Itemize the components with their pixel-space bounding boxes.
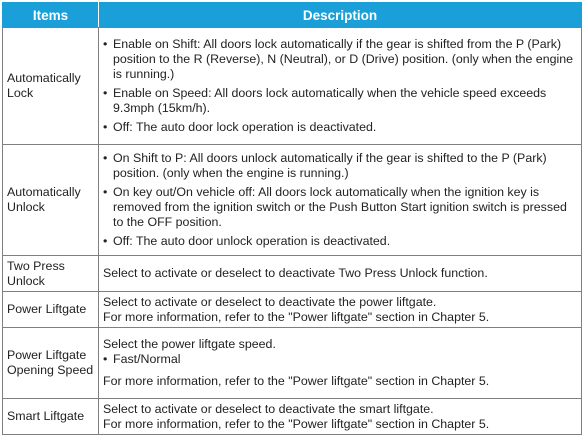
- item-label: Automatically Unlock: [3, 145, 99, 256]
- description-header: Description: [99, 3, 582, 28]
- bullet-marker: •: [103, 37, 108, 51]
- description-line: [103, 352, 577, 367]
- bullet-text: Fast/Normal: [113, 352, 181, 366]
- description-cell: [99, 145, 582, 256]
- item-label: Two Press Unlock: [3, 256, 99, 292]
- description-line: [103, 234, 577, 249]
- table-row: [3, 28, 582, 145]
- bullet-marker: •: [103, 185, 108, 199]
- description-line: [103, 37, 577, 82]
- table-row: [3, 292, 582, 328]
- header-row: [3, 3, 582, 28]
- description-line: [103, 86, 577, 116]
- description-cell: [99, 399, 582, 435]
- description-line: Select to activate or deselect to deactivate Two Press Unlock function.: [103, 266, 488, 280]
- description-line: [103, 185, 577, 230]
- description-cell: [99, 256, 582, 292]
- description-line: For more information, refer to the "Power liftgate" section in Chapter 5.: [103, 374, 490, 388]
- bullet-text: On key out/On vehicle off: All doors lock automatically when the ignition key is removed from the ignition switch or the Push Button Start ignition switch is pressed to the OFF position.: [113, 185, 567, 229]
- description-cell: [99, 292, 582, 328]
- bullet-marker: •: [103, 86, 108, 100]
- bullet-text: On Shift to P: All doors unlock automatically if the gear is shifted to the P (Park) position. (only when the engine is running.): [113, 151, 547, 180]
- bullet-marker: •: [103, 234, 108, 248]
- table-row: [3, 328, 582, 399]
- table-row: [3, 256, 582, 292]
- bullet-marker: •: [103, 352, 108, 366]
- item-label: Power Liftgate Opening Speed: [3, 328, 99, 399]
- description-line: [103, 151, 577, 181]
- settings-table: [2, 2, 582, 435]
- description-line: For more information, refer to the "Power liftgate" section in Chapter 5.: [103, 309, 490, 324]
- table-row: [3, 145, 582, 256]
- description-cell: [99, 28, 582, 145]
- bullet-marker: •: [103, 151, 108, 165]
- bullet-marker: •: [103, 120, 108, 134]
- item-label: Automatically Lock: [3, 28, 99, 145]
- bullet-text: Off: The auto door unlock operation is deactivated.: [113, 234, 391, 248]
- description-line: Select the power liftgate speed.: [103, 337, 276, 351]
- description-cell: [99, 328, 582, 399]
- description-line: For more information, refer to the "Power liftgate" section in Chapter 5.: [103, 416, 490, 431]
- bullet-text: Off: The auto door lock operation is deactivated.: [113, 120, 377, 134]
- description-line: [103, 120, 577, 135]
- table-row: [3, 399, 582, 435]
- items-header: Items: [3, 3, 99, 28]
- item-label: Smart Liftgate: [3, 399, 99, 435]
- bullet-text: Enable on Shift: All doors lock automatically if the gear is shifted from the P (Park) position to the R (Reverse), N (Neutral), or D (Drive) position. (only when the engine is running.): [113, 37, 574, 81]
- bullet-text: Enable on Speed: All doors lock automatically when the vehicle speed exceeds 9.3mph (15km/h).: [113, 86, 547, 115]
- description-line: Select to activate or deselect to deactivate the smart liftgate.: [103, 401, 434, 416]
- description-line: Select to activate or deselect to deactivate the power liftgate.: [103, 294, 437, 309]
- item-label: Power Liftgate: [3, 292, 99, 328]
